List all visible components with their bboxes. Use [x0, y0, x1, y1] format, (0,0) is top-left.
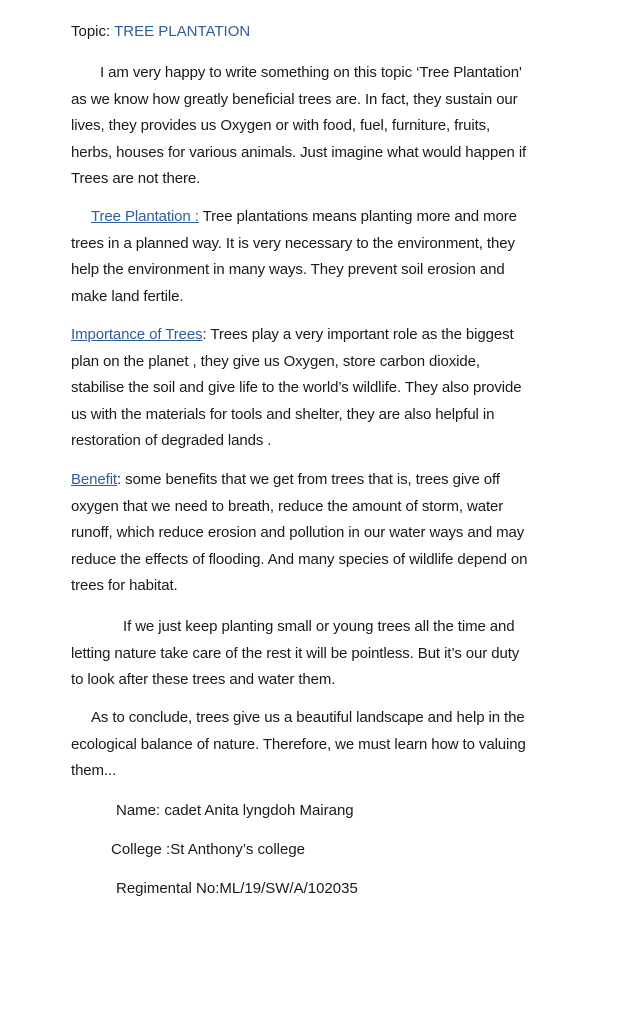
signature-regimental-number: Regimental No:ML/19/SW/A/102035 — [116, 880, 358, 897]
importance-line: restoration of degraded lands . — [71, 432, 272, 449]
planting-line: letting nature take care of the rest it will be pointless. But it’s our duty — [71, 644, 520, 662]
benefit-first-line — [71, 467, 576, 494]
conclusion-paragraph — [71, 705, 576, 785]
importance-line: stabilise the soil and give life to the world’s wildlife. They also provide — [71, 379, 522, 396]
conclusion-line: them... — [71, 762, 117, 779]
intro-line: lives, they provides us Oxygen or with food, fuel, furniture, fruits, — [71, 117, 491, 134]
plantation-line: help the environment in many ways. They prevent soil erosion and — [71, 261, 505, 278]
benefit-line: runoff, which reduce erosion and pollution in our water ways and may — [71, 524, 525, 541]
benefit-paragraph — [71, 467, 576, 600]
benefit-line: oxygen that we need to breath, reduce the amount of storm, water — [71, 497, 504, 515]
plantation-line: make land fertile. — [71, 287, 184, 305]
plantation-first-line — [71, 204, 576, 231]
importance-paragraph — [71, 322, 576, 455]
planting-line: to look after these trees and water them. — [71, 671, 336, 688]
benefit-text: : some benefits that we get from trees that is, trees give off — [117, 471, 500, 488]
importance-line: plan on the planet , they give us Oxygen, store carbon dioxide, — [71, 352, 480, 370]
importance-first-line — [71, 322, 576, 349]
planting-line: If we just keep planting small or young trees all the time and — [123, 618, 515, 635]
importance-heading: Importance of Trees — [71, 326, 203, 343]
intro-line: as we know how greatly beneficial trees are. In fact, they sustain our — [71, 90, 518, 108]
benefit-line: reduce the effects of flooding. And many species of wildlife depend on — [71, 550, 528, 568]
benefit-line: trees for habitat. — [71, 577, 178, 594]
plantation-paragraph — [71, 204, 576, 310]
intro-line: I am very happy to write something on this topic ‘Tree Plantation' — [100, 64, 522, 81]
planting-paragraph — [71, 614, 576, 694]
plantation-heading: Tree Plantation : — [91, 208, 199, 225]
conclusion-line: ecological balance of nature. Therefore, we must learn how to valuing — [71, 735, 526, 753]
intro-line: herbs, houses for various animals. Just imagine what would happen if — [71, 143, 527, 161]
intro-paragraph — [71, 60, 576, 193]
conclusion-line: As to conclude, trees give us a beautiful landscape and help in the — [91, 709, 525, 726]
signature-college: College :St Anthony’s college — [111, 841, 306, 858]
importance-text: : Trees play a very important role as the biggest — [202, 326, 514, 343]
topic-label: Topic: — [71, 23, 115, 40]
importance-line: us with the materials for tools and shelter, they are also helpful in — [71, 405, 495, 423]
plantation-text: Tree plantations means planting more and more — [198, 208, 517, 225]
topic-line — [71, 22, 250, 42]
intro-line: Trees are not there. — [71, 170, 201, 187]
benefit-heading: Benefit — [71, 471, 117, 488]
topic-value: TREE PLANTATION — [114, 23, 251, 40]
signature-name: Name: cadet Anita lyngdoh Mairang — [116, 802, 354, 819]
plantation-line: trees in a planned way. It is very necessary to the environment, they — [71, 234, 515, 252]
